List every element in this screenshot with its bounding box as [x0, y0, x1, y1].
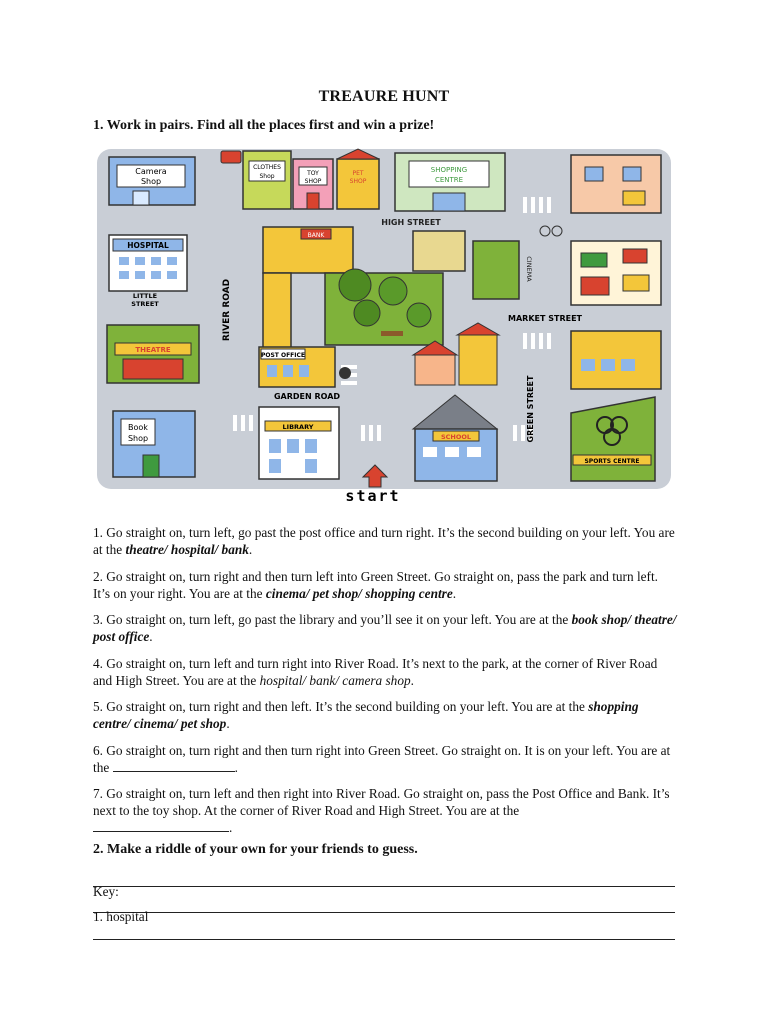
high-street-label: HIGH STREET — [381, 218, 441, 227]
market-building — [571, 241, 661, 305]
toy-shop-label-1: TOY — [307, 170, 319, 177]
right-middle-building — [571, 331, 661, 389]
riddle-item: 4. Go straight on, turn left and turn right into River Road. It’s next to the park, at the corner of River Road and High Street. You are at the hospital/ bank/ camera shop. — [93, 655, 658, 688]
cinema-label: CINEMA — [525, 256, 533, 282]
pet-shop-label-2: SHOP — [349, 178, 367, 185]
start-label: start — [345, 487, 401, 505]
shopping-centre-label-2: CENTRE — [434, 176, 464, 184]
section-2-heading: 2. Make a riddle of your own for your friends to guess. — [93, 842, 418, 857]
clothes-shop-label-2: Shop — [259, 173, 275, 180]
little-street-label-2: STREET — [131, 300, 159, 308]
clothes-shop-building — [243, 151, 291, 209]
bank-label: BANK — [307, 232, 325, 239]
toy-shop-building — [293, 159, 333, 209]
school-label: SCHOOL — [440, 433, 472, 441]
book-shop-label-2: Shop — [127, 434, 149, 443]
town-map-illustration — [93, 145, 675, 507]
market-street-label: MARKET STREET — [508, 314, 582, 323]
library-building — [259, 407, 339, 479]
worksheet-title: TREAURE HUNT — [318, 88, 450, 105]
car-icon — [221, 151, 241, 163]
top-right-building — [571, 155, 661, 213]
pet-shop-building — [337, 149, 379, 209]
river-road-label: RIVER ROAD — [222, 278, 232, 342]
sports-centre-label: SPORTS CENTRE — [584, 458, 640, 465]
riddle-item: 2. Go straight on, turn right and then turn left into Green Street. Go straight on, pass the park and turn left. It’s on your right. You are at the cinema/ pet shop/ shopping centre. — [93, 568, 658, 601]
key-item: 1. hospital — [93, 909, 149, 924]
green-street-label: GREEN STREET — [526, 375, 535, 443]
book-shop-building — [113, 411, 195, 477]
writing-line[interactable] — [93, 886, 675, 887]
shopping-centre-building — [395, 153, 505, 211]
riddle-list — [93, 524, 678, 846]
toy-shop-label-2: SHOP — [304, 178, 322, 185]
post-office-building — [259, 347, 335, 387]
key-label: Key: — [93, 884, 119, 899]
riddle-item: 6. Go straight on, turn right and then turn right into Green Street. Go straight on. It is on your left. You are at the . — [93, 742, 671, 775]
person-icon — [339, 367, 351, 379]
section-1-heading: 1. Work in pairs. Find all the places first and win a prize! — [93, 118, 435, 133]
writing-line[interactable] — [93, 912, 675, 913]
camera-shop-label-1: Camera — [135, 167, 167, 176]
riddle-item: 7. Go straight on, turn left and then right into River Road. Go straight on, pass the Post Office and Bank. It’s next to the toy shop. At the corner of River Road and High Street. You are at the . — [93, 786, 670, 835]
book-shop-label-1: Book — [128, 423, 148, 432]
answer-blank[interactable] — [93, 819, 229, 832]
camera-shop-label-2: Shop — [140, 177, 162, 186]
writing-line[interactable] — [93, 939, 675, 940]
garden-road-label: GARDEN ROAD — [273, 392, 341, 401]
answer-blank[interactable] — [113, 759, 235, 772]
riddle-item: 3. Go straight on, turn left, go past the library and you’ll see it on your left. You are at the book shop/ theatre/ post office. — [93, 612, 677, 644]
post-office-label: POST OFFICE — [260, 352, 306, 359]
clothes-shop-label-1: CLOTHES — [253, 164, 281, 171]
library-label: LIBRARY — [282, 423, 314, 431]
theatre-label: THEATRE — [135, 346, 171, 354]
camera-shop-building — [109, 157, 195, 205]
riddle-item: 5. Go straight on, turn right and then left. It’s the second building on your left. You are at the shopping centre/ cinema/ pet shop. — [93, 699, 639, 731]
town-map — [93, 145, 675, 507]
pet-shop-label-1: PET — [352, 170, 364, 177]
theatre-building — [107, 325, 199, 383]
hospital-building — [109, 235, 187, 291]
park — [325, 269, 443, 345]
shopping-centre-label-1: SHOPPING — [430, 166, 468, 174]
little-street-label-1: LITTLE — [132, 292, 158, 300]
riddle-item: 1. Go straight on, turn left, go past the post office and turn right. It’s the second building on your left. You are at the theatre/ hospital/ bank. — [93, 525, 675, 557]
hospital-label: HOSPITAL — [127, 241, 169, 250]
